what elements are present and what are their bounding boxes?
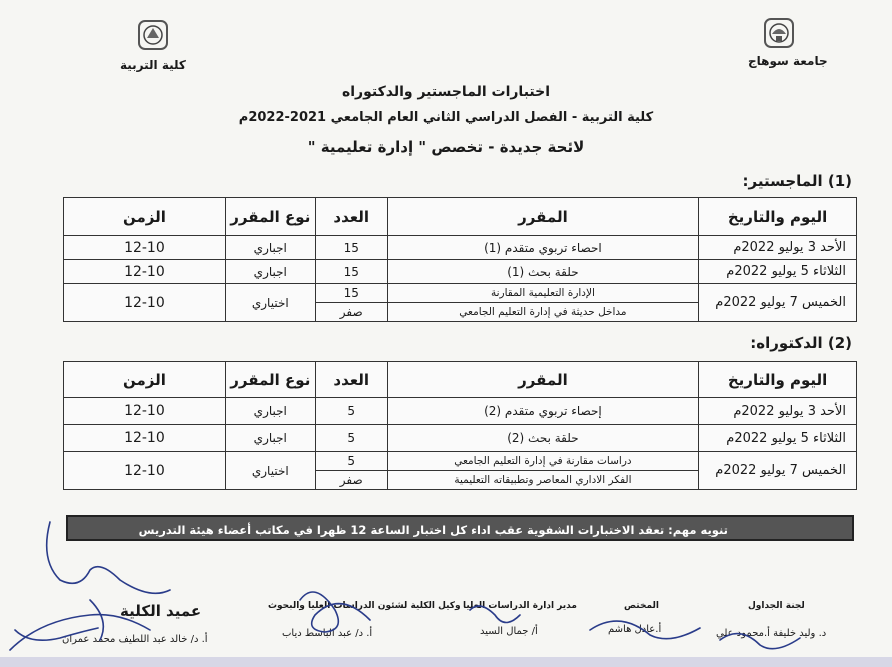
director-name: أ/ جمال السيد <box>480 626 538 637</box>
page-title: اختبارات الماجستير والدكتوراه <box>341 84 551 100</box>
header-day: اليوم والتاريخ <box>699 198 857 236</box>
cell-type: اجباري <box>225 260 315 284</box>
header-course: المقرر <box>387 198 699 236</box>
faculty-name: كلية التربية <box>120 58 186 72</box>
masters-table <box>63 197 857 322</box>
cell-course: دراسات مقارنة في إدارة التعليم الجامعي <box>387 452 699 471</box>
cell-count: 5 <box>315 425 387 452</box>
cell-day: الأحد 3 يوليو 2022م <box>699 398 857 425</box>
cell-count: 5 <box>315 398 387 425</box>
notice-banner: تنويه مهم: تعقد الاختبارات الشفوية عقب اداء كل اختبار الساعة 12 ظهرا في مكاتب أعضاء هيئة التدريس <box>66 515 854 541</box>
cell-count: 15 <box>315 260 387 284</box>
program-title: لائحة جديدة - تخصص " إدارة تعليمية " <box>307 138 585 156</box>
header-time: الزمن <box>64 362 226 398</box>
university-seal-icon <box>762 16 796 50</box>
committee-label: لجنة الجداول <box>748 601 805 611</box>
cell-day: الثلاثاء 5 يوليو 2022م <box>699 260 857 284</box>
table-row <box>64 260 857 284</box>
header-count: العدد <box>315 198 387 236</box>
cell-count: صفر <box>315 471 387 490</box>
table-row <box>64 452 857 471</box>
cell-time: 12-10 <box>64 452 226 490</box>
faculty-seal-icon <box>136 18 170 52</box>
cell-type: اجباري <box>225 236 315 260</box>
cell-type: اختياري <box>225 452 315 490</box>
director-label: مدير ادارة الدراسات العليا <box>463 601 577 611</box>
university-name: جامعة سوهاج <box>748 54 828 68</box>
cell-course: حلقة بحث (2) <box>387 425 699 452</box>
cell-course: احصاء تربوي متقدم (1) <box>387 236 699 260</box>
doctorate-section-title: (2) الدكتوراه: <box>750 334 852 352</box>
cell-type: اجباري <box>225 398 315 425</box>
table-row <box>64 236 857 260</box>
vice-dean-label: وكيل الكلية لشئون الدراسات العليا والبحوث <box>268 601 461 611</box>
header-day: اليوم والتاريخ <box>699 362 857 398</box>
header-time: الزمن <box>64 198 226 236</box>
committee-names: د. وليد خليفة أ.محمود علي <box>716 628 827 639</box>
masters-section-title: (1) الماجستير: <box>742 172 852 190</box>
header-type: نوع المقرر <box>225 362 315 398</box>
cell-count: 5 <box>315 452 387 471</box>
doctorate-header-row <box>64 362 857 398</box>
header-count: العدد <box>315 362 387 398</box>
cell-day: الخميس 7 يوليو 2022م <box>699 452 857 490</box>
cell-type: اجباري <box>225 425 315 452</box>
cell-day: الأحد 3 يوليو 2022م <box>699 236 857 260</box>
page-subtitle: كلية التربية - الفصل الدراسي الثاني العام الجامعي 2021-2022م <box>238 110 654 125</box>
bottom-strip <box>0 657 892 667</box>
cell-course: الفكر الاداري المعاصر وتطبيقاته التعليمية <box>387 471 699 490</box>
cell-type: اختياري <box>225 284 315 322</box>
masters-header-row <box>64 198 857 236</box>
table-row <box>64 284 857 303</box>
header-type: نوع المقرر <box>225 198 315 236</box>
table-row <box>64 425 857 452</box>
cell-day: الخميس 7 يوليو 2022م <box>699 284 857 322</box>
cell-count: 15 <box>315 284 387 303</box>
specialist-label: المختص <box>624 601 659 611</box>
dean-name: أ. د/ خالد عبد اللطيف محمد عمران <box>62 634 208 645</box>
vice-dean-name: أ. د/ عبد الباسط دياب <box>282 628 373 639</box>
cell-course: الإدارة التعليمية المقارنة <box>387 284 699 303</box>
cell-day: الثلاثاء 5 يوليو 2022م <box>699 425 857 452</box>
cell-time: 12-10 <box>64 425 226 452</box>
cell-time: 12-10 <box>64 236 226 260</box>
cell-course: حلقة بحث (1) <box>387 260 699 284</box>
cell-count: 15 <box>315 236 387 260</box>
cell-course: إحصاء تربوي متقدم (2) <box>387 398 699 425</box>
table-row <box>64 398 857 425</box>
cell-time: 12-10 <box>64 284 226 322</box>
cell-time: 12-10 <box>64 398 226 425</box>
doctorate-table <box>63 361 857 490</box>
handwritten-signatures <box>0 520 892 660</box>
cell-count: صفر <box>315 303 387 322</box>
cell-time: 12-10 <box>64 260 226 284</box>
cell-course: مداخل حديثة في إدارة التعليم الجامعي <box>387 303 699 322</box>
dean-label: عميد الكلية <box>120 602 202 620</box>
header-course: المقرر <box>387 362 699 398</box>
specialist-name: أ.عادل هاشم <box>608 624 662 635</box>
